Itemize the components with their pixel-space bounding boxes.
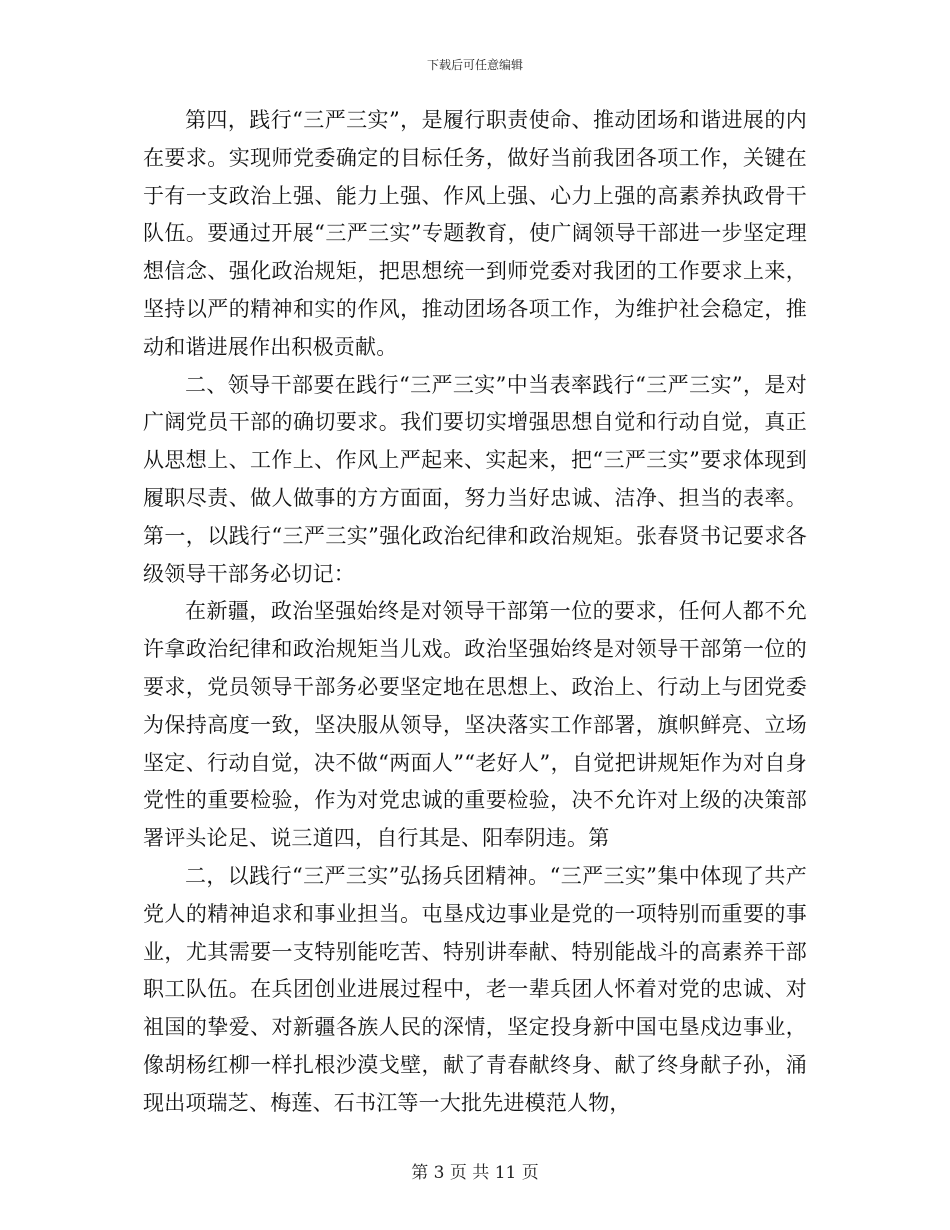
paragraph-1: 第四，践行“三严三实”，是履行职责使命、推动团场和谐进展的内在要求。实现师党委确定的目标任务，做好当前我团各项工作，关键在于有一支政治上强、能力上强、作风上强、心力上强的高素养执政骨干队伍。要通过开展“三严三实”专题教育，使广阔领导干部进一步坚定理想信念、强化政治规矩，把思想统一到师党委对我团的工作要求上来，坚持以严的精神和实的作风，推动团场各项工作，为维护社会稳定，推动和谐进展作出积极贡献。 bbox=[143, 108, 807, 359]
paragraph-3: 在新疆，政治坚强始终是对领导干部第一位的要求，任何人都不允许拿政治纪律和政治规矩当儿戏。政治坚强始终是对领导干部第一位的要求，党员领导干部务必要坚定地在思想上、政治上、行动上与团党委为保持高度一致，坚决服从领导，坚决落实工作部署，旗帜鲜亮、立场坚定、行动自觉，决不做“两面人”“老好人”，自觉把讲规矩作为对自身党性的重要检验，作为对党忠诚的重要检验，决不允许对上级的决策部署评头论足、说三道四，自行其是、阳奉阴违。第 bbox=[143, 599, 807, 851]
paragraph-2: 二、领导干部要在践行“三严三实”中当表率践行“三严三实”，是对广阔党员干部的确切要求。我们要切实增强思想自觉和行动自觉，真正从思想上、工作上、作风上严起来、实起来，把“三严三实”要求体现到履职尽责、做人做事的方方面面，努力当好忠诚、洁净、担当的表率。第一，以践行“三严三实”强化政治纪律和政治规矩。张春贤书记要求各级领导干部务必切记： bbox=[143, 372, 807, 586]
document-body bbox=[143, 102, 807, 1123]
page-number-footer: 第 3 页 共 11 页 bbox=[411, 1163, 539, 1183]
paragraph-4: 二，以践行“三严三实”弘扬兵团精神。“三严三实”集中体现了共产党人的精神追求和事业担当。屯垦戍边事业是党的一项特别而重要的事业，尤其需要一支特别能吃苦、特别讲奉献、特别能战斗的高素养干部职工队伍。在兵团创业进展过程中，老一辈兵团人怀着对党的忠诚、对祖国的挚爱、对新疆各族人民的深情，坚定投身新中国屯垦戍边事业，像胡杨红柳一样扎根沙漠戈壁，献了青春献终身、献了终身献子孙，涌现出项瑞芝、梅莲、石书江等一大批先进模范人物， bbox=[143, 863, 807, 1115]
page-header-note: 下载后可任意编辑 bbox=[426, 58, 523, 72]
